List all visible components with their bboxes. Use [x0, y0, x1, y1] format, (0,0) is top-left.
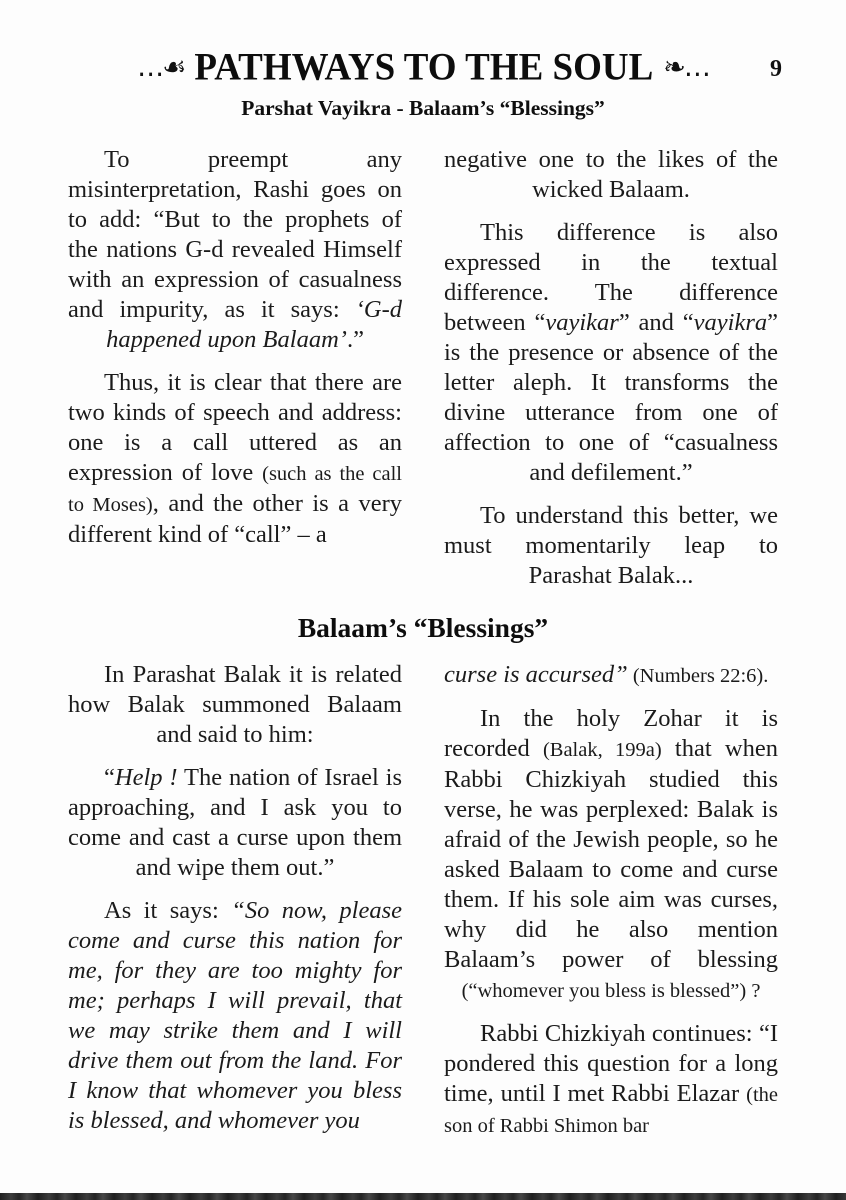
flourish-right-icon: ❧… — [663, 52, 709, 83]
column-right-upper — [444, 145, 778, 604]
text-segment: “So now, please come and curse this nation for me, for they are too mighty for me; perhaps I will prevail, that we may strike them and I will drive them out from the land. For I know that whomever you bless is blessed, and whomever you — [68, 897, 402, 1134]
paragraph — [444, 145, 778, 205]
text-segment: vayikar — [545, 309, 619, 336]
book-title: PATHWAYS TO THE SOUL — [194, 45, 654, 90]
title-row — [63, 46, 783, 89]
text-segment: ” is the presence or absence of the letter aleph. It transforms the divine utterance from one of affection to one of “casualness and defilement.” — [444, 309, 779, 486]
text-segment: curse is accursed” — [444, 661, 628, 688]
text-segment: Rabbi Chizkiyah continues: “I pondered this question for a long time, until I met Rabbi Elazar — [444, 1020, 778, 1107]
text-segment: This difference is also expressed in the textual difference. The difference between “ — [444, 219, 778, 336]
column-left-upper — [68, 145, 402, 604]
text-segment: “ — [104, 764, 115, 791]
paragraph — [68, 896, 402, 1136]
paragraph — [68, 763, 402, 883]
text-segment: .” — [346, 326, 364, 353]
paragraph — [68, 660, 402, 750]
text-segment: (the son of Rabbi Shimon bar — [444, 1084, 778, 1137]
text-segment: In the holy Zohar it is recorded — [444, 705, 778, 762]
text-segment: As it says: — [104, 897, 232, 924]
text-segment: In Parashat Balak it is related how Balak summoned Balaam and said to him: — [68, 661, 402, 748]
text-segment: vayikra — [693, 309, 768, 336]
text-segment: (such as the call to Moses) — [68, 463, 402, 516]
text-segment: (Balak, 199a) — [542, 739, 662, 761]
text-segment: Thus, it is clear that there are two kinds of speech and address: one is a call uttered as an expression of love — [68, 369, 402, 486]
text-segment: that when Rabbi Chizkiyah studied this verse, he was perplexed: Balak is afraid of the Jewish people, so he asked Balaam to come and curse them. If his sole aim was curses, why did he also mention Balaam’s power of blessing — [444, 735, 778, 973]
text-segment: , and the other is a very different kind of “call” – a — [68, 490, 402, 548]
page-content — [68, 145, 778, 1154]
paragraph — [444, 501, 778, 591]
text-segment: The nation of Israel is approaching, and I ask you to come and cast a curse upon them and wipe them out.” — [68, 764, 402, 881]
paragraph — [444, 1019, 778, 1141]
page-number: 9 — [770, 56, 782, 82]
column-right-lower — [444, 660, 778, 1154]
paragraph — [68, 368, 402, 550]
upper-columns — [68, 145, 778, 604]
paragraph — [444, 704, 778, 1006]
flourish-left-icon: …☙ — [137, 52, 185, 83]
paragraph — [444, 218, 778, 488]
section-heading: Balaam’s “Blessings” — [297, 612, 549, 643]
text-segment: Help ! — [114, 764, 178, 791]
text-segment: ‘G-d happened upon Balaam’ — [106, 296, 402, 353]
column-left-lower — [68, 660, 402, 1154]
lower-columns — [68, 660, 778, 1154]
page-subtitle: Parshat Vayikra - Balaam’s “Blessings” — [241, 96, 605, 120]
page-header — [0, 0, 846, 121]
text-segment: (“whomever you bless is blessed”) ? — [461, 980, 761, 1002]
text-segment: To preempt any misinterpretation, Rashi goes on to add: “But to the prophets of the nations G-d revealed Himself with an expression of casualness and impurity, as it says: — [68, 146, 402, 323]
paragraph — [444, 660, 778, 691]
text-segment: negative one to the likes of the wicked Balaam. — [444, 146, 778, 203]
text-segment: (Numbers 22:6). — [627, 665, 769, 687]
text-segment: ” and “ — [618, 309, 694, 336]
text-segment: To understand this better, we must momentarily leap to Parashat Balak... — [444, 502, 778, 589]
paragraph — [68, 145, 402, 355]
scan-edge-strip — [0, 1193, 846, 1200]
